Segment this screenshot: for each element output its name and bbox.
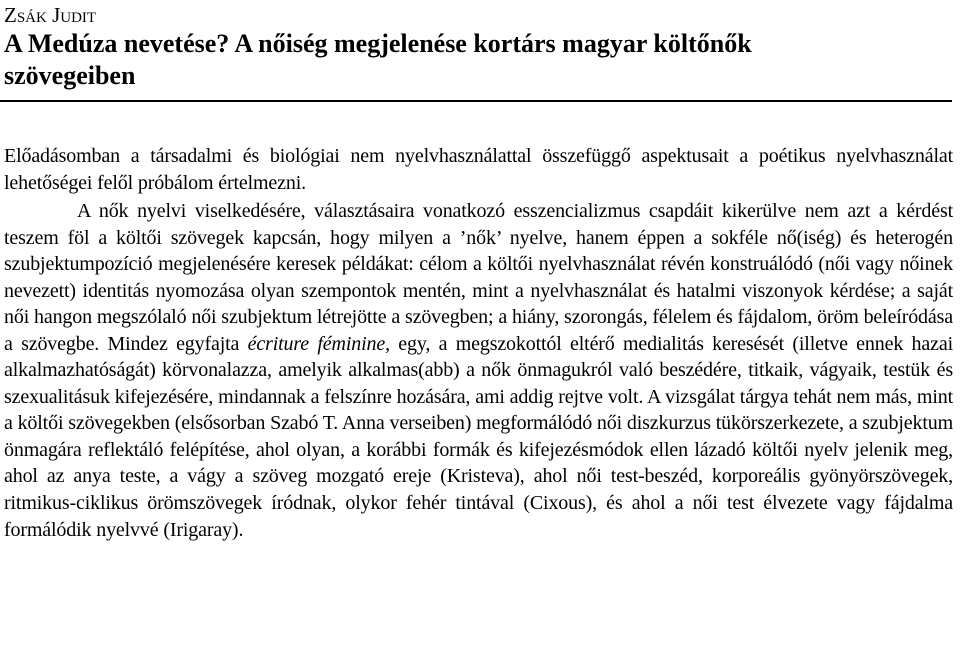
- paragraph-main-text-1: A nők nyelvi viselkedésére, választásaira vonatkozó esszencializmus csapdáit kikerülve nem azt a kérdést teszem föl a költői szövegek kapcsán, hogy milyen a ’nők’ nyelve, hanem éppen a sokféle nő(iség) és heterogén szubjektumpozíció megjelenésére keresek példákat: célom a költői nyelvhasználat révén konstruálódó (női vagy nőinek nevezett) identitás nyomozása olyan szempontok mentén, mint a nyelvhasználat és hatalmi viszonyok kérdése; a saját női hangon megszólaló női szubjektum létrejötte a szövegben; a hiány, szorongás, félelem és fájdalom, öröm beleíródása a szövegbe. Mindez egyfajta: [4, 200, 953, 355]
- document-title: A Medúza nevetése? A nőiség megjelenése kortárs magyar költőnők szövegeiben: [4, 29, 752, 90]
- paragraph-main: [4, 198, 953, 543]
- author-name: Zsák Judit: [4, 3, 97, 27]
- paragraph-main-text-2: , egy, a megszokottól eltérő medialitás keresését (illetve ennek hazai alkalmazhatóságát) körvonalazza, amelyik alkalmas(abb) a nők önmagukról való beszédére, titkaik, vágyaik, testük és szexualitásuk kifejezésére, mindannak a felszínre hozására, ami addig rejtve volt. A vizsgálat tárgya tehát nem más, mint a költői szövegekben (elsősorban Szabó T. Anna verseiben) megformálódó női diszkurzus tükörszerkezete, a szubjektum önmagára reflektáló felépítése, ahol olyan, a korábbi formák és kifejezésmódok ellen lázadó költői nyelv jelenik meg, ahol az anya teste, a vágy a szöveg mozgató ereje (Kristeva), ahol női test-beszéd, korporeális gyönyörszövegek, ritmikus-ciklikus örömszövegek íródnak, olykor fehér tintával (Cixous), és ahol a női test élvezete vagy fájdalma formálódik nyelvvé (Irigaray).: [4, 332, 953, 541]
- italic-term: écriture féminine: [247, 332, 386, 355]
- title-divider: [0, 100, 952, 102]
- paragraph-intro: Előadásomban a társadalmi és biológiai nem nyelvhasználattal összefüggő aspektusait a poétikus nyelvhasználat lehetőségei felől próbálom értelmezni.: [4, 145, 953, 194]
